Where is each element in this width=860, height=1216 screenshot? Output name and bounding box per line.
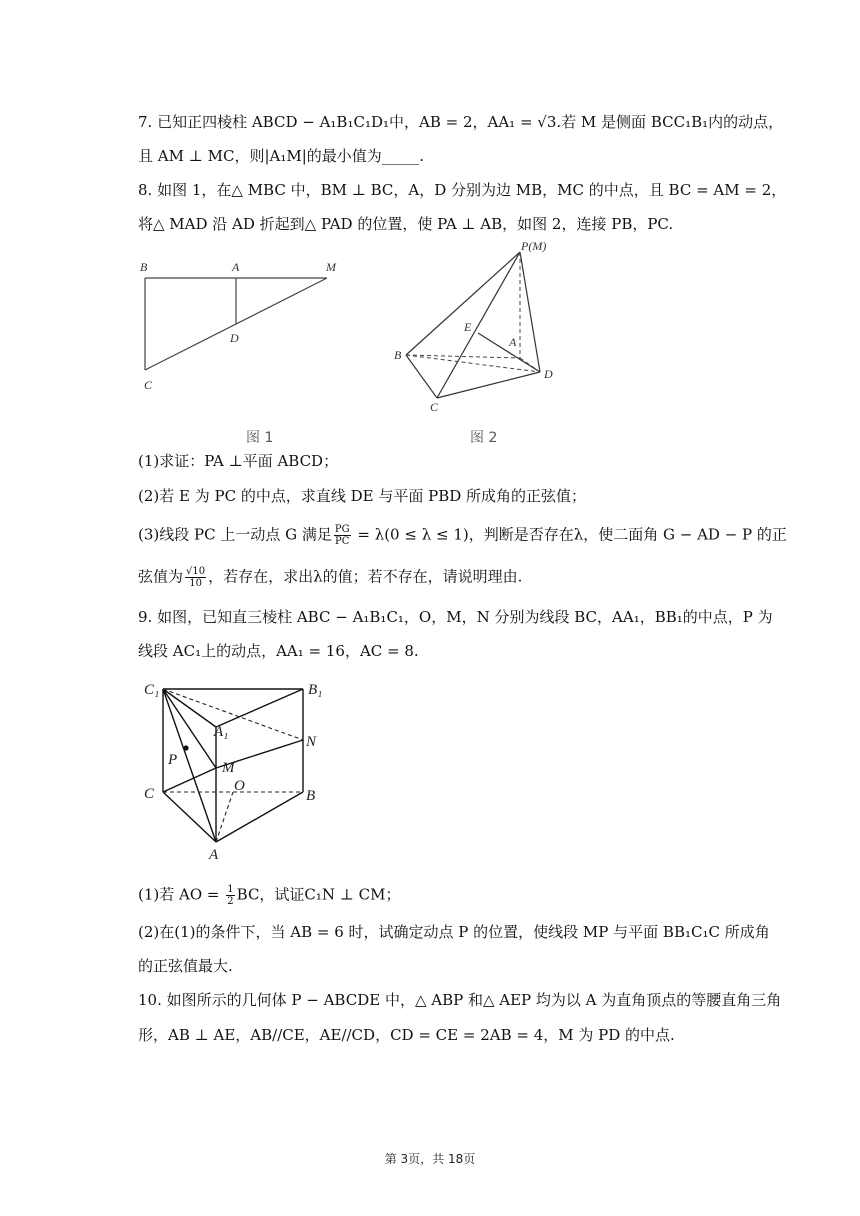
- fig1-label-m: M: [326, 260, 336, 274]
- q9-line2: 线段 AC₁上的动点，AA₁ = 16，AC = 8.: [138, 642, 419, 660]
- q8-part3-fraction: [334, 524, 351, 547]
- q8-part3-text-b: = λ(0 ≤ λ ≤ 1)，判断是否存在λ，使二面角 G − AD − P 的正: [352, 525, 787, 544]
- q9-part2-line2: 的正弦值最大.: [138, 957, 233, 975]
- figure-prism: [140, 672, 340, 867]
- fraction-denominator: 2: [227, 896, 234, 907]
- q7-line1: 7. 已知正四棱柱 ABCD − A₁B₁C₁D₁中，AB = 2，AA₁ = √3.若 M 是侧面 BCC₁B₁内的动点，: [138, 113, 784, 131]
- page-footer: 第 3页，共 18页: [384, 1152, 476, 1166]
- figure-1: [130, 255, 350, 405]
- q9-part1-fraction: [226, 884, 234, 907]
- fig1-label-d: D: [230, 331, 239, 345]
- q8-part3-text-a: (3)线段 PC 上一动点 G 满足: [138, 525, 332, 544]
- fraction-denominator: PC: [335, 536, 350, 547]
- fig1-label-a: A: [232, 260, 240, 274]
- fraction-numerator: PG: [334, 524, 350, 535]
- fig2-label-d: D: [544, 367, 553, 381]
- fig2-label-e: E: [464, 320, 472, 334]
- q9-part1-post: BC，试证C₁N ⊥ CM；: [236, 885, 401, 904]
- fraction-numerator: 1: [227, 884, 234, 895]
- fig1-caption: 图 1: [246, 430, 274, 446]
- prism-label-c1: C₁: [144, 682, 160, 698]
- q7-line2: 且 AM ⊥ MC，则|A₁M|的最小值为_____.: [138, 147, 425, 165]
- q10-line2: 形，AB ⊥ AE，AB//CE，AE//CD，CD = CE = 2AB = 4，M 为 PD 的中点.: [138, 1026, 675, 1044]
- point-p: [183, 745, 188, 750]
- q8-part3-line2: [138, 566, 522, 589]
- prism-label-c: C: [144, 786, 155, 802]
- prism-label-o: O: [234, 778, 245, 794]
- q10-line1: 10. 如图所示的几何体 P − ABCDE 中，△ ABP 和△ AEP 均为以 A 为直角顶点的等腰直角三角: [138, 991, 782, 1009]
- q9-line1: 9. 如图，已知直三棱柱 ABC − A₁B₁C₁，O，M，N 分别为线段 BC，AA₁，BB₁的中点，P 为: [138, 608, 773, 626]
- q8-part3-line1: [138, 524, 787, 547]
- fig1-label-b: B: [140, 260, 148, 274]
- q8-part3-fraction-2: [185, 566, 206, 589]
- q8-part1: (1)求证：PA ⊥平面 ABCD；: [138, 452, 339, 470]
- figure-2: [390, 240, 570, 415]
- q9-part1: [138, 884, 401, 907]
- q9-part1-pre: (1)若 AO =: [138, 885, 225, 904]
- fig2-label-p: P(M): [521, 239, 547, 253]
- q8-line1: 8. 如图 1，在△ MBC 中，BM ⊥ BC，A，D 分别为边 MB，MC 的中点，且 BC = AM = 2，: [138, 181, 787, 199]
- fig2-label-a: A: [509, 335, 517, 349]
- fig2-caption: 图 2: [470, 430, 498, 446]
- fig2-label-c: C: [430, 400, 439, 414]
- prism-label-b: B: [306, 788, 316, 804]
- prism-label-b1: B₁: [308, 682, 323, 698]
- q8-line2: 将△ MAD 沿 AD 折起到△ PAD 的位置，使 PA ⊥ AB，如图 2，连接 PB，PC.: [138, 215, 674, 233]
- prism-label-a1: A₁: [214, 724, 229, 740]
- prism-label-n: N: [306, 734, 317, 750]
- q9-part2-line1: (2)在(1)的条件下，当 AB = 6 时，试确定动点 P 的位置，使线段 MP 与平面 BB₁C₁C 所成角: [138, 923, 770, 941]
- prism-label-m: M: [222, 760, 235, 776]
- q8-part3-text-c-pre: 弦值为: [138, 567, 184, 586]
- fraction-denominator: 10: [189, 578, 202, 589]
- prism-label-a: A: [209, 847, 219, 863]
- prism-label-p: P: [168, 752, 178, 768]
- q8-part3-text-c-post: ，若存在，求出λ的值；若不存在，请说明理由.: [208, 567, 523, 586]
- fig2-label-b: B: [394, 348, 402, 362]
- fig1-label-c: C: [144, 378, 153, 392]
- q8-part2: (2)若 E 为 PC 的中点，求直线 DE 与平面 PBD 所成角的正弦值；: [138, 487, 587, 505]
- fraction-numerator: √10: [186, 566, 206, 577]
